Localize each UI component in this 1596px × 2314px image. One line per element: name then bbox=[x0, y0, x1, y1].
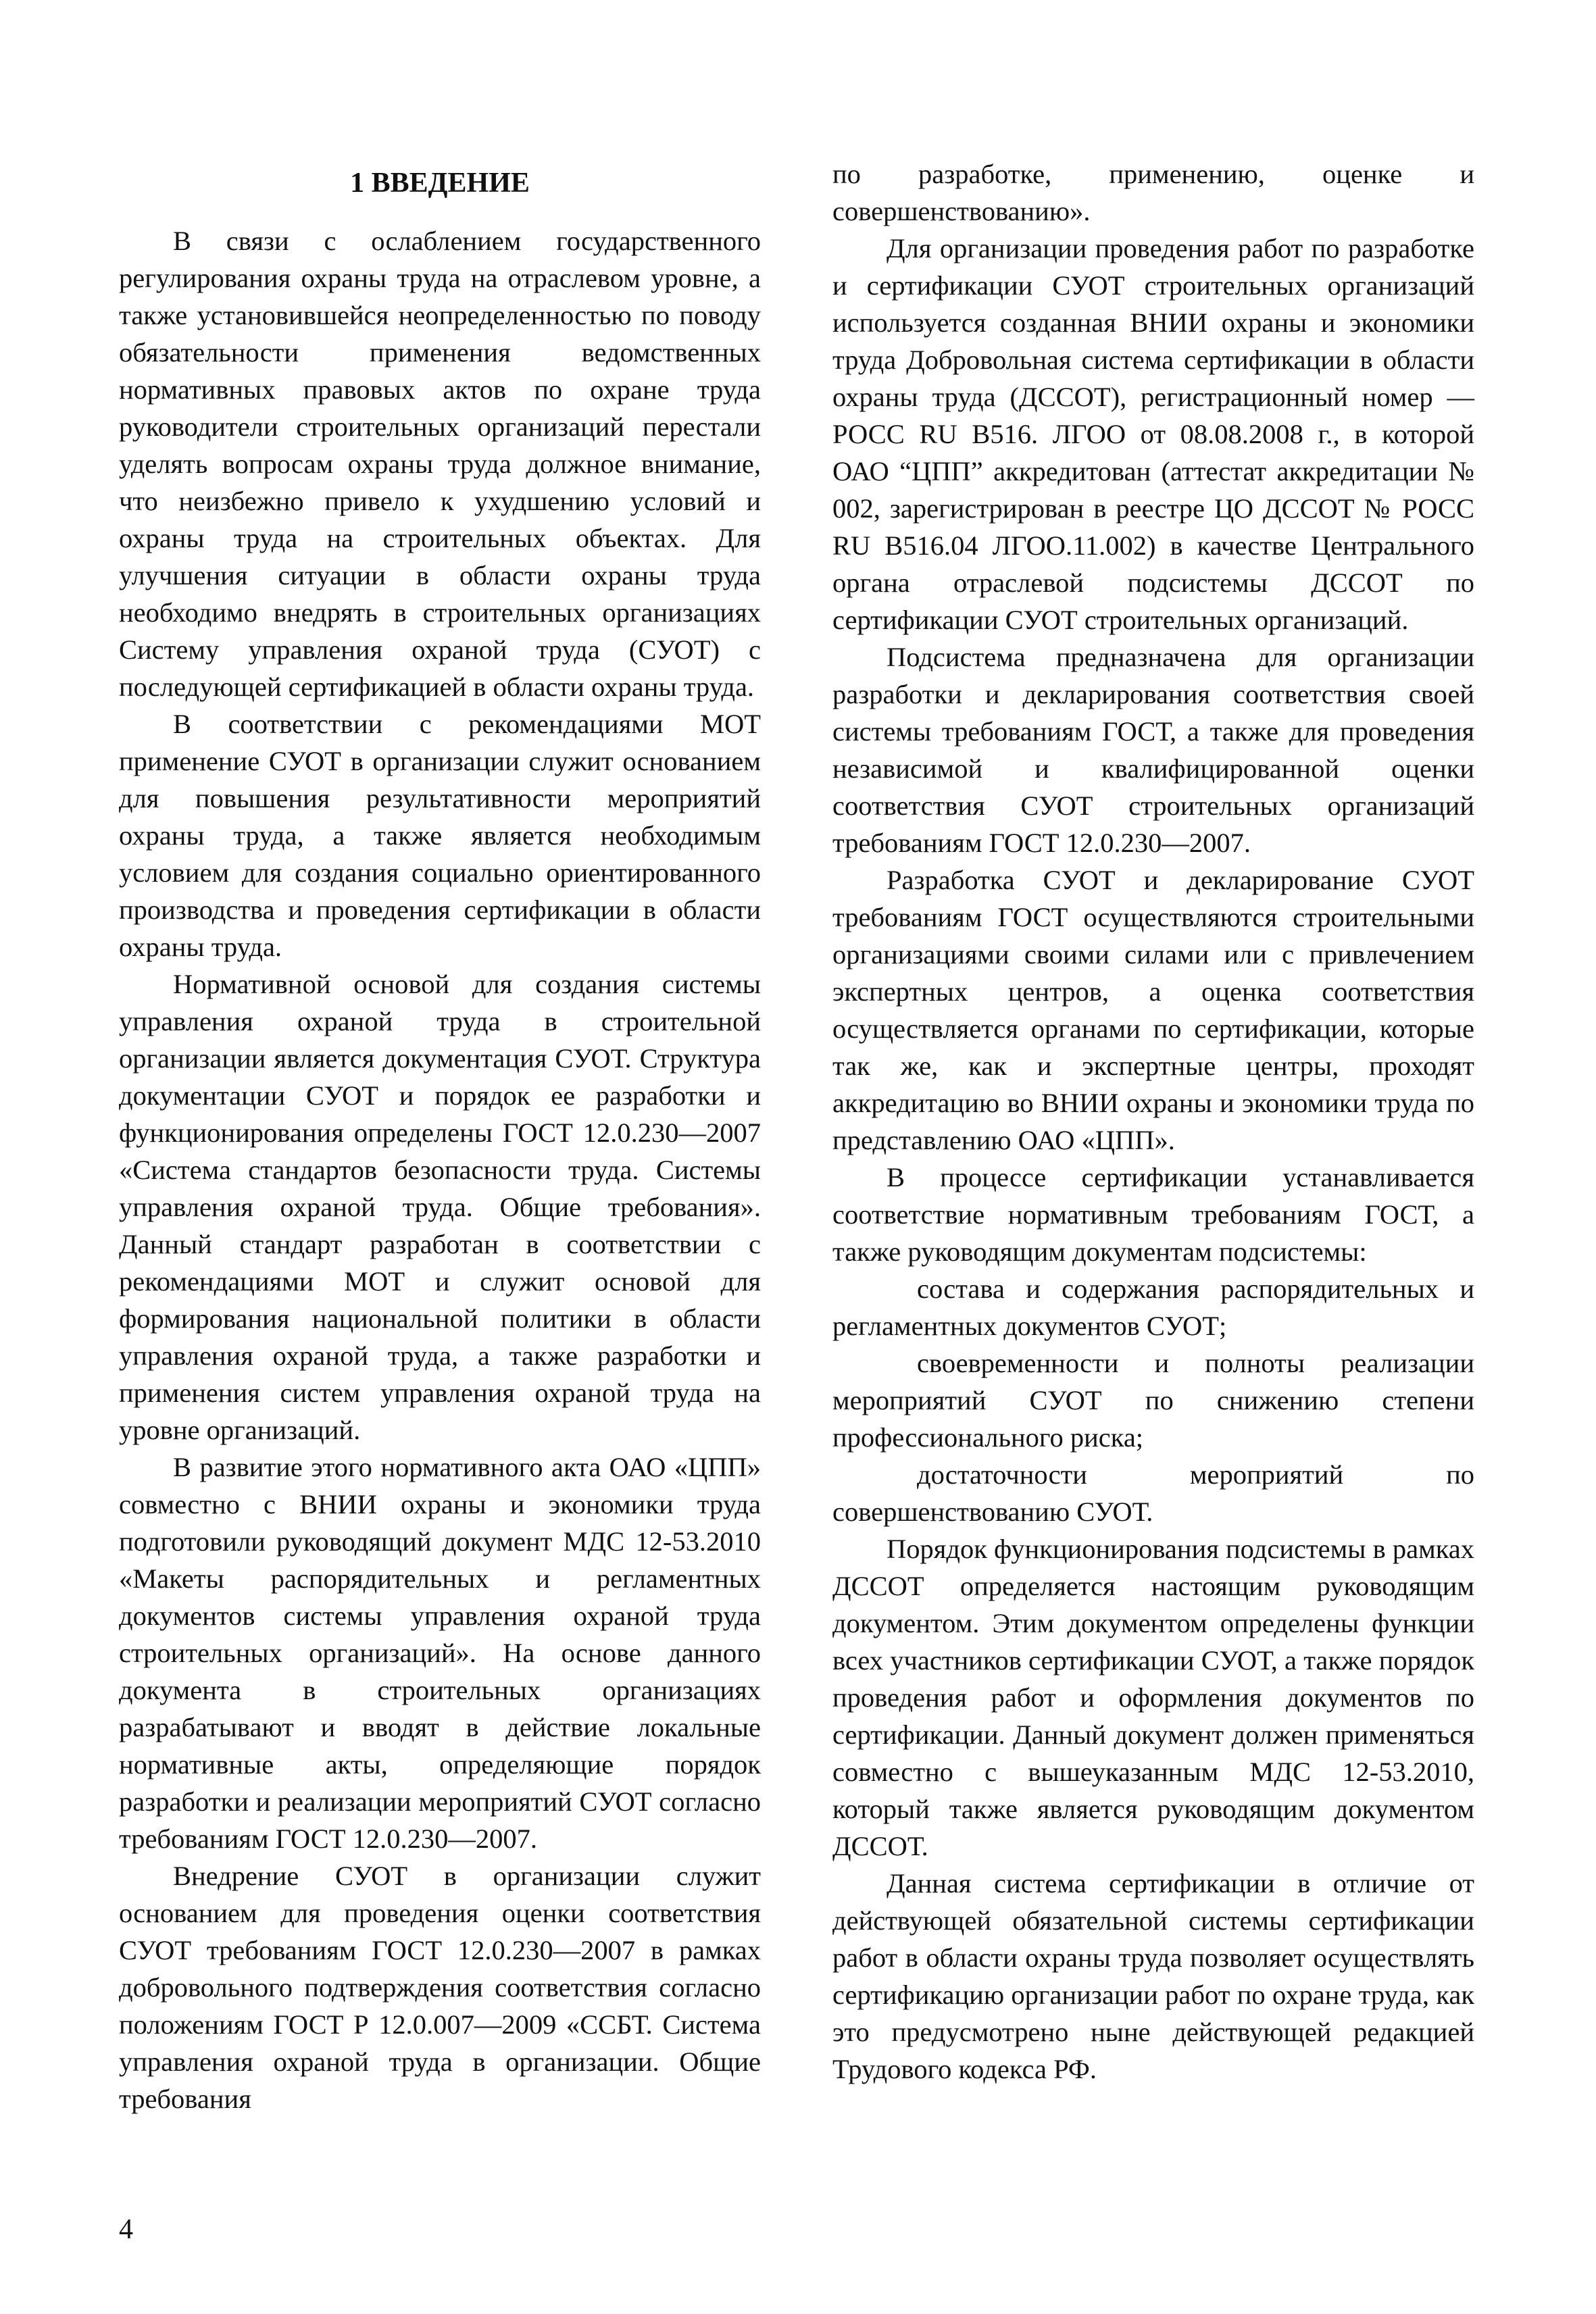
paragraph: Нормативной основой для создания системы управления охраной труда в строительной организации является документация СУОТ. Структура документации СУОТ и порядок ее разработки и функционирования определены ГОСТ 12.0.230—2007 «Система стандартов безопасности труда. Системы управления охраной труда. Общие требования». Данный стандарт разработан в соответствии с рекомендациями МОТ и служит основой для формирования национальной политики в области управления охраной труда, а также разработки и применения систем управления охраной труда на уровне организаций. bbox=[119, 969, 761, 1445]
paragraph: Данная система сертификации в отличие от действующей обязательной системы сертификации работ в области охраны труда позволяет осуществлять сертификацию организации работ по охране труда, как это предусмотрено ныне действующей редакцией Трудового кодекса РФ. bbox=[832, 1868, 1474, 2084]
right-column bbox=[832, 155, 1474, 2088]
paragraph: Разработка СУОТ и декларирование СУОТ требованиям ГОСТ осуществляются строительными организациями своими силами или с привлечением экспертных центров, а оценка соответствия осуществляется органами по сертификации, которые так же, как и экспертные центры, проходят аккредитацию во ВНИИ охраны и экономики труда по представлению ОАО «ЦПП». bbox=[832, 865, 1474, 1155]
paragraph-continuation: по разработке, применению, оценке и совершенствованию». bbox=[832, 159, 1474, 226]
paragraph: В соответствии с рекомендациями МОТ применение СУОТ в организации служит основанием для повышения результативности мероприятий охраны труда, а также является необходимым условием для создания социально ориентированного производства и проведения сертификации в области охраны труда. bbox=[119, 709, 761, 962]
section-heading: 1 ВВЕДЕНИЕ bbox=[350, 168, 530, 199]
list-item: достаточности мероприятий по совершенствованию СУОТ. bbox=[832, 1459, 1474, 1527]
paragraph: В развитие этого нормативного акта ОАО «ЦПП» совместно с ВНИИ охраны и экономики труда подготовили руководящий документ МДС 12-53.2010 «Макеты распорядительных и регламентных документов системы управления охраной труда строительных организаций». На основе данного документа в строительных организациях разрабатывают и вводят в действие локальные нормативные акты, определяющие порядок разработки и реализации мероприятий СУОТ согласно требованиям ГОСТ 12.0.230—2007. bbox=[119, 1452, 761, 1854]
paragraph: В процессе сертификации устанавливается соответствие нормативным требованиям ГОСТ, а также руководящим документам подсистемы: bbox=[832, 1162, 1474, 1267]
page-number: 4 bbox=[119, 2214, 133, 2245]
paragraph: Подсистема предназначена для организации разработки и декларирования соответствия своей системы требованиям ГОСТ, а также для проведения независимой и квалифицированной оценки соответствия СУОТ строительных организаций требованиям ГОСТ 12.0.230—2007. bbox=[832, 642, 1474, 858]
list-item: своевременности и полноты реализации мероприятий СУОТ по снижению степени профессионального риска; bbox=[832, 1348, 1474, 1453]
paragraph: Для организации проведения работ по разработке и сертификации СУОТ строительных организаций используется созданная ВНИИ охраны и экономики труда Добровольная система сертификации в области охраны труда (ДССОТ), регистрационный номер — РОСС RU B516. ЛГОО от 08.08.2008 г., в которой ОАО “ЦПП” аккредитован (аттестат аккредитации № 002, зарегистрирован в реестре ЦО ДССОТ № РОСС RU B516.04 ЛГОО.11.002) в качестве Центрального органа отраслевой подсистемы ДССОТ по сертификации СУОТ строительных организаций. bbox=[832, 233, 1474, 635]
list-item: состава и содержания распорядительных и регламентных документов СУОТ; bbox=[832, 1274, 1474, 1341]
paragraph: Порядок функционирования подсистемы в рамках ДССОТ определяется настоящим руководящим документом. Этим документом определены функции всех участников сертификации СУОТ, а также порядок проведения работ и оформления документов по сертификации. Данный документ должен применяться совместно с вышеуказанным МДС 12-53.2010, который также является руководящим документом ДССОТ. bbox=[832, 1534, 1474, 1861]
paragraph: Внедрение СУОТ в организации служит основанием для проведения оценки соответствия СУОТ требованиям ГОСТ 12.0.230—2007 в рамках добровольного подтверждения соответствия согласно положениям ГОСТ Р 12.0.007—2009 «ССБТ. Система управления охраной труда в организации. Общие требования bbox=[119, 1861, 761, 2114]
paragraph: В связи с ослаблением государственного регулирования охраны труда на отраслевом уровне, а также установившейся неопределенностью по поводу обязательности применения ведомственных нормативных правовых актов по охране труда руководители строительных организаций перестали уделять вопросам охраны труда должное внимание, что неизбежно привело к ухудшению условий и охраны труда на строительных объектах. Для улучшения ситуации в области охраны труда необходимо внедрять в строительных организациях Систему управления охраной труда (СУОТ) с последующей сертификацией в области охраны труда. bbox=[119, 226, 761, 702]
left-column bbox=[119, 155, 761, 2117]
